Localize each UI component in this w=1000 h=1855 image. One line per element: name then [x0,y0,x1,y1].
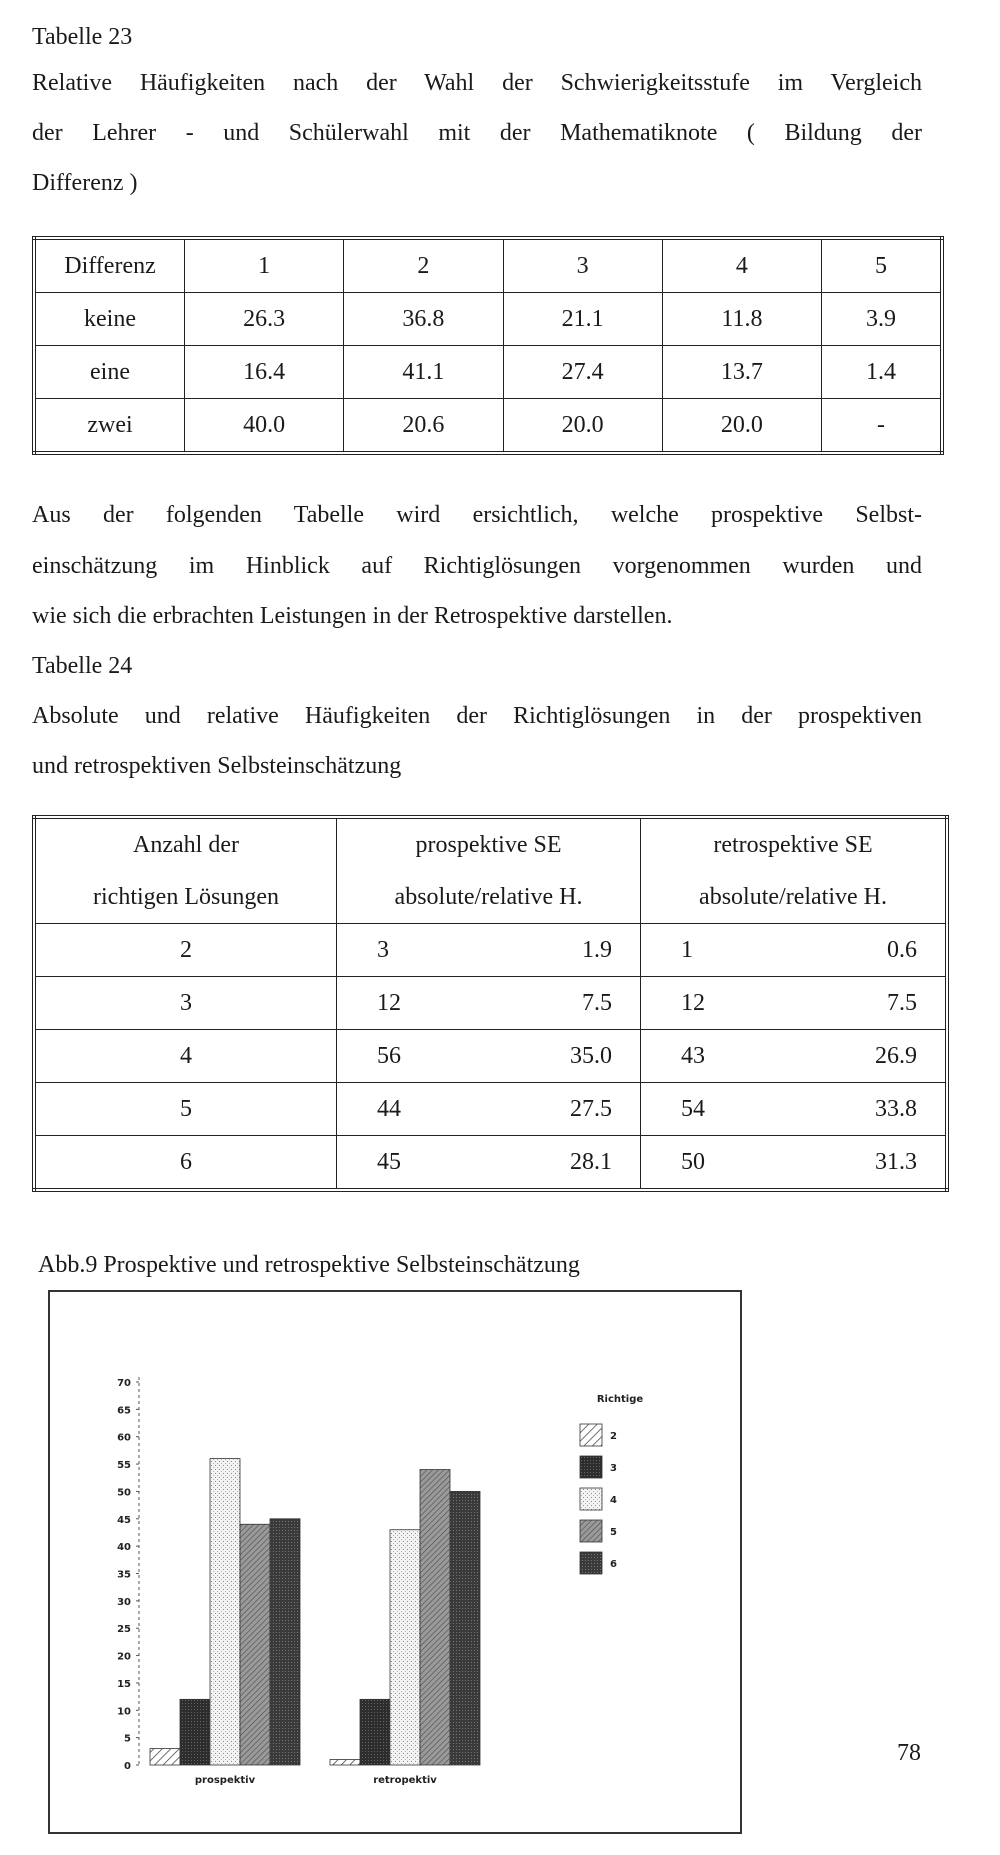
bar-prospektiv-6 [270,1519,300,1765]
legend-label: 4 [610,1495,617,1506]
y-tick-label: 15 [117,1678,131,1690]
bar-prospektiv-2 [150,1749,180,1765]
header-cell [337,817,641,924]
table-cell [337,977,641,1030]
header-cell [641,817,947,924]
table24-caption-line-2: und retrospektiven Selbsteinschätzung [32,753,402,779]
table-cell: 20.0 [503,399,662,454]
paragraph-line-1: Aus der folgenden Tabelle wird ersichtlich, welche prospektive Selbst- [32,502,922,528]
table23-caption-line-2: der Lehrer - und Schülerwahl mit der Mathematiknote ( Bildung der [32,120,922,146]
rel-value: 0.6 [887,936,917,963]
table-cell: 13.7 [662,346,821,399]
y-tick-label: 70 [117,1378,131,1389]
legend-label: 2 [610,1431,617,1442]
abs-value: 43 [681,1042,706,1069]
bar-retropektiv-3 [360,1699,390,1765]
rel-value: 7.5 [582,989,613,1016]
legend-label: 5 [610,1527,617,1538]
rel-value: 28.1 [570,1148,613,1175]
table-row [34,1136,947,1191]
header-cell: 4 [662,238,821,293]
abs-value: 12 [377,989,401,1016]
header-line: absolute/relative H. [394,884,583,910]
legend-title: Richtige [596,1394,644,1405]
x-category-label: prospektiv [194,1775,256,1786]
abs-value: 1 [681,936,694,963]
table-header-row [34,817,947,924]
table-cell [337,1030,641,1083]
bar-prospektiv-3 [180,1699,210,1765]
table23-label: Tabelle 23 [32,24,133,50]
rel-value: 26.9 [875,1042,917,1069]
y-tick-label: 25 [117,1624,131,1636]
rel-value: 35.0 [570,1042,613,1069]
table-cell: 20.6 [344,399,503,454]
y-tick-label: 30 [117,1596,131,1608]
table-cell: 36.8 [344,293,503,346]
row-label-cell: eine [34,346,185,399]
bar-retropektiv-4 [390,1530,420,1765]
header-line: Anzahl der [133,832,239,858]
bar-retropektiv-6 [450,1491,480,1765]
table-24 [32,815,949,1192]
rel-value: 7.5 [887,989,917,1016]
abs-value: 3 [377,936,389,963]
table-cell [641,924,947,977]
table-cell: 40.0 [185,399,344,454]
abs-value: 56 [377,1042,401,1069]
table-cell: 21.1 [503,293,662,346]
table-cell [641,1030,947,1083]
legend-label: 3 [610,1463,617,1474]
y-tick-label: 0 [124,1761,131,1772]
y-tick-label: 35 [117,1569,131,1581]
table-cell: 26.3 [185,293,344,346]
header-line: absolute/relative H. [699,884,887,910]
table-cell: 1.4 [822,346,942,399]
y-tick-label: 10 [117,1706,131,1718]
y-tick-label: 40 [117,1542,131,1554]
abs-value: 45 [377,1148,401,1175]
y-tick-label: 50 [117,1487,131,1499]
header-cell: 2 [344,238,503,293]
header-cell: Differenz [34,238,185,293]
table-cell [337,1083,641,1136]
table-cell [337,1136,641,1191]
table23-caption-line-3: Differenz ) [32,170,138,196]
table24-label: Tabelle 24 [32,653,133,679]
table-cell: 27.4 [503,346,662,399]
table-cell: 20.0 [662,399,821,454]
y-tick-label: 45 [117,1514,131,1526]
rel-value: 1.9 [582,936,613,963]
table-cell [641,1083,947,1136]
legend-swatch [580,1520,602,1542]
y-tick-label: 5 [124,1733,131,1745]
legend-label: 6 [610,1559,617,1570]
table-cell: 2 [34,924,337,977]
table-row [34,346,942,399]
table-cell: 11.8 [662,293,821,346]
table23-caption-line-1: Relative Häufigkeiten nach der Wahl der Schwierigkeitsstufe im Vergleich [32,70,922,96]
abs-value: 54 [681,1095,706,1122]
table-row [34,1083,947,1136]
table-cell: 16.4 [185,346,344,399]
bar-chart [50,1292,740,1832]
table24-caption-line-1: Absolute und relative Häufigkeiten der Richtiglösungen in der prospektiven [32,703,922,729]
table-cell: 5 [34,1083,337,1136]
legend-swatch [580,1552,602,1574]
row-label-cell: zwei [34,399,185,454]
table-cell: 4 [34,1030,337,1083]
table-row [34,293,942,346]
header-line: retrospektive SE [713,832,873,858]
header-cell: 5 [822,238,942,293]
y-tick-label: 65 [117,1405,131,1417]
page-number: 78 [897,1740,921,1766]
legend-swatch [580,1488,602,1510]
table-cell: 41.1 [344,346,503,399]
table-cell [641,1136,947,1191]
table-cell: 6 [34,1136,337,1191]
rel-value: 27.5 [570,1095,613,1122]
y-tick-label: 20 [117,1651,131,1663]
bar-retropektiv-5 [420,1470,450,1765]
paragraph-line-2: einschätzung im Hinblick auf Richtiglösungen vorgenommen wurden und [32,553,922,579]
table-23 [32,236,944,455]
header-cell: 3 [503,238,662,293]
abs-value: 44 [377,1095,401,1122]
header-line: prospektive SE [415,832,562,858]
table-cell [337,924,641,977]
chart-frame [48,1290,742,1834]
table-row [34,977,947,1030]
table-row [34,399,942,454]
bar-prospektiv-4 [210,1459,240,1765]
paragraph-line-3: wie sich die erbrachten Leistungen in der Retrospektive darstellen. [32,603,673,629]
header-cell: 1 [185,238,344,293]
rel-value: 33.8 [875,1095,917,1122]
bar-prospektiv-5 [240,1524,270,1765]
y-tick-label: 60 [117,1432,131,1444]
figure-caption: Abb.9 Prospektive und retrospektive Selbsteinschätzung [38,1252,580,1278]
legend-swatch [580,1424,602,1446]
table-cell [641,977,947,1030]
abs-value: 12 [681,989,706,1016]
header-cell [34,817,337,924]
table-row [34,1030,947,1083]
table-cell: 3 [34,977,337,1030]
table-header-row [34,238,942,293]
table-cell: - [822,399,942,454]
x-category-label: retropektiv [373,1775,437,1786]
row-label-cell: keine [34,293,185,346]
bar-retropektiv-2 [330,1760,360,1765]
rel-value: 31.3 [875,1148,917,1175]
y-tick-label: 55 [117,1460,131,1472]
table-row [34,924,947,977]
abs-value: 50 [681,1148,706,1175]
legend-swatch [580,1456,602,1478]
header-line: richtigen Lösungen [93,884,279,910]
table-cell: 3.9 [822,293,942,346]
